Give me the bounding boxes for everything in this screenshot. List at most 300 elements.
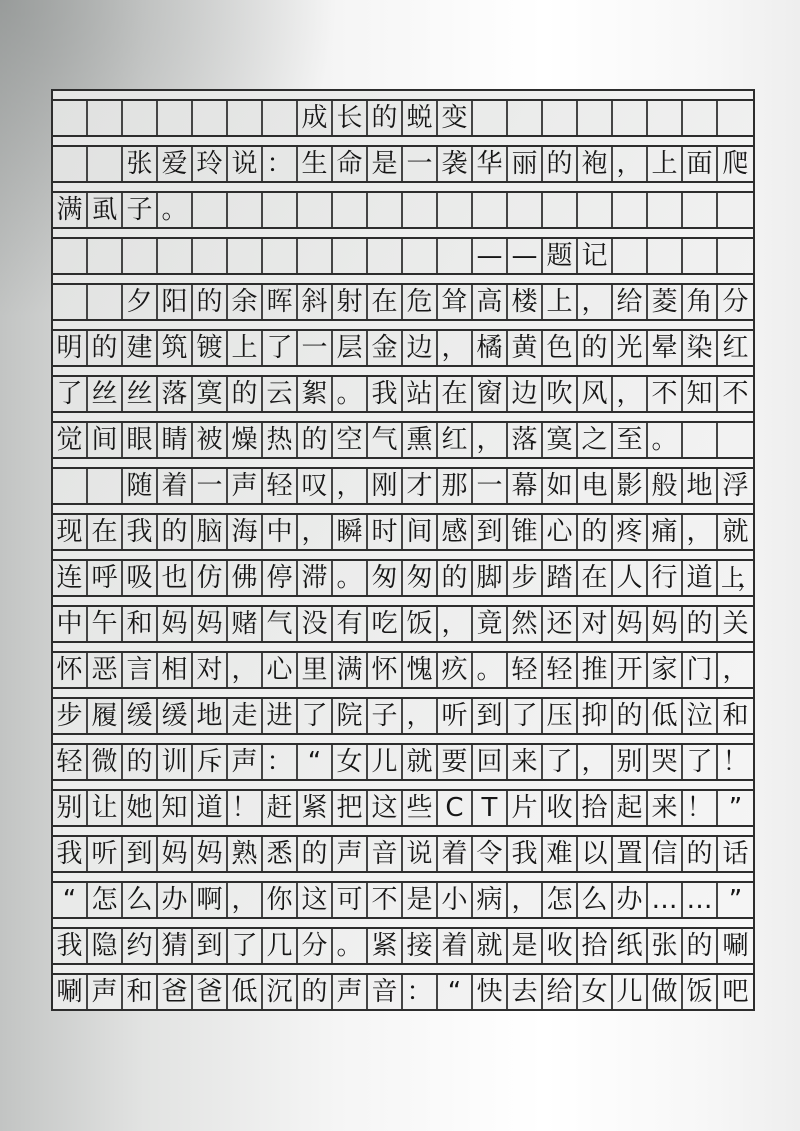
grid-cell: 。 [648,423,683,457]
grid-cell: 的 [228,377,263,411]
grid-cell: … [683,883,718,917]
grid-cell: 瞬 [333,515,368,549]
grid-cell: 人 [613,561,648,595]
grid-cell: 蜕 [403,101,438,135]
grid-cell: ， [438,331,473,365]
grid-cell-row [53,929,753,963]
grid-cell: 电 [578,469,613,503]
grid-cell: 接 [403,929,438,963]
grid-cell: 匆 [368,561,403,595]
grid-cell [53,469,88,503]
grid-cell: ， [508,883,543,917]
grid-cell: 小 [438,883,473,917]
grid-cell: 竟 [473,607,508,641]
row-spacer-strip [53,871,753,883]
row-spacer-strip [53,457,753,469]
grid-cell: 着 [158,469,193,503]
grid-cell: 一 [298,331,333,365]
grid-cell: 地 [683,469,718,503]
grid-cell: 了 [298,699,333,733]
grid-cell: 色 [543,331,578,365]
grid-cell: 仿 [193,561,228,595]
grid-row [53,549,753,595]
grid-cell: 也 [158,561,193,595]
grid-cell: 叹 [298,469,333,503]
grid-cell [193,101,228,135]
grid-cell: 间 [403,515,438,549]
grid-cell: 道 [683,561,718,595]
grid-cell: 余 [228,285,263,319]
grid-row [53,365,753,411]
grid-cell: 角 [683,285,718,319]
grid-cell: 夕 [123,285,158,319]
grid-cell: 落 [158,377,193,411]
grid-cell [88,469,123,503]
grid-cell: 张 [123,147,158,181]
grid-cell: 丝 [123,377,158,411]
grid-cell: 般 [648,469,683,503]
grid-cell: 让 [88,791,123,825]
grid-cell: 相 [158,653,193,687]
grid-cell: 地 [193,699,228,733]
grid-cell: 了 [228,929,263,963]
grid-cell: 妈 [193,607,228,641]
grid-cell: 感 [438,515,473,549]
grid-cell: 吸 [123,561,158,595]
grid-cell: 分 [722,287,749,317]
grid-cell: 这 [368,791,403,825]
grid-cell: 现 [53,515,88,549]
grid-cell: 这 [298,883,333,917]
grid-cell: 睛 [158,423,193,457]
grid-cell: 饭 [403,607,438,641]
grid-cell: 耸 [438,285,473,319]
grid-cell: 履 [88,699,123,733]
grid-cell: 你 [263,883,298,917]
grid-cell: 的 [683,607,718,641]
grid-cell [123,239,158,273]
grid-cell: 到 [473,515,508,549]
grid-cell: ， [578,285,613,319]
row-spacer-strip [53,91,753,101]
grid-cell: 么 [578,883,613,917]
grid-cell: 楼 [508,285,543,319]
grid-cell: 子 [368,699,403,733]
grid-cell-row [53,515,753,549]
grid-cell: 随 [123,469,158,503]
grid-cell [158,239,193,273]
grid-row [53,503,753,549]
grid-cell: 唰 [53,975,88,1009]
grid-cell: 空 [333,423,368,457]
grid-cell: 气 [368,423,403,457]
grid-cell: 层 [333,331,368,365]
row-spacer-strip [53,963,753,975]
grid-cell: 明 [53,331,88,365]
grid-cell: ！ [683,791,718,825]
grid-cell: — [508,239,543,273]
grid-cell: 压 [543,699,578,733]
grid-cell: 有 [333,607,368,641]
grid-cell: “ [438,975,473,1009]
grid-cell: 轻 [543,653,578,687]
grid-cell: ， [228,883,263,917]
composition-grid-paper [51,89,755,1011]
grid-row [53,641,753,687]
grid-row [53,825,753,871]
grid-cell: 危 [403,285,438,319]
row-spacer-strip [53,503,753,515]
grid-cell: 以 [578,837,613,871]
grid-cell: 言 [123,653,158,687]
grid-cell: 眼 [123,423,158,457]
grid-cell: 脑 [193,515,228,549]
row-spacer-strip [53,365,753,377]
grid-cell [298,239,333,273]
grid-cell [648,239,683,273]
grid-cell: 抑 [578,699,613,733]
grid-cell: 爸 [193,975,228,1009]
grid-cell: 信 [648,837,683,871]
grid-cell: 妈 [613,607,648,641]
grid-cell [718,239,753,273]
grid-cell-row [53,883,753,917]
grid-cell: 轻 [508,653,543,687]
grid-cell: 悉 [263,837,298,871]
grid-cell: 行 [648,561,683,595]
grid-cell: 满 [333,653,368,687]
grid-cell: 沉 [263,975,298,1009]
grid-cell: 不 [368,883,403,917]
grid-cell-row [53,331,753,365]
grid-cell: 隐 [88,929,123,963]
grid-cell: 分 [298,929,333,963]
grid-cell: ， [333,469,368,503]
grid-cell-row [53,791,753,825]
grid-cell: 橘 [473,331,508,365]
grid-cell: ， [228,653,263,687]
grid-cell: C [438,791,473,825]
grid-cell: 晕 [648,331,683,365]
grid-cell: 命 [333,147,368,181]
grid-row [53,411,753,457]
grid-cell [368,239,403,273]
grid-cell: 就 [473,929,508,963]
grid-cell: 的 [578,515,613,549]
grid-row [53,319,753,365]
grid-cell: 了 [508,699,543,733]
grid-cell: 射 [333,285,368,319]
grid-cell: 袍 [578,147,613,181]
grid-cell: 成 [298,101,333,135]
grid-cell: 令 [473,837,508,871]
grid-cell: ！ [228,791,263,825]
grid-cell: 如 [543,469,578,503]
grid-cell: 满 [53,193,88,227]
grid-cell: 快 [473,975,508,1009]
grid-cell [508,101,543,135]
grid-cell [403,193,438,227]
grid-cell: 玲 [193,147,228,181]
grid-cell: ， [403,699,438,733]
grid-cell: 那 [438,469,473,503]
grid-cell: 丝 [88,377,123,411]
grid-cell [438,239,473,273]
row-spacer-strip [53,641,753,653]
grid-cell: 恶 [88,653,123,687]
grid-row [53,733,753,779]
grid-cell: 疚 [438,653,473,687]
grid-cell: 话 [722,839,749,869]
grid-cell: 热 [263,423,298,457]
row-spacer-strip [53,319,753,331]
grid-row [53,595,753,641]
grid-cell: 关 [722,609,749,639]
grid-cell: 去 [508,975,543,1009]
grid-cell-row [53,653,753,687]
grid-cell: 猜 [158,929,193,963]
grid-cell-row [53,745,753,779]
grid-cell: ， [438,607,473,641]
grid-cell: 轻 [263,469,298,503]
grid-cell: 。 [333,561,368,595]
grid-cell: 约 [123,929,158,963]
grid-cell: 些 [403,791,438,825]
grid-cell: 要 [438,745,473,779]
grid-cell: 给 [543,975,578,1009]
grid-cell: 进 [263,699,298,733]
grid-cell [473,101,508,135]
grid-cell: ， [613,147,648,181]
row-spacer-strip [53,227,753,239]
grid-cell: 来 [508,745,543,779]
grid-cell [403,239,438,273]
grid-cell [53,239,88,273]
grid-cell: 纸 [613,929,648,963]
grid-cell-row [53,423,753,457]
grid-cell: 步 [508,561,543,595]
row-spacer-strip [53,411,753,423]
grid-cell: 微 [88,745,123,779]
grid-cell: 佛 [228,561,263,595]
grid-cell: 然 [508,607,543,641]
grid-cell: 至 [613,423,648,457]
grid-cell-row [53,193,753,227]
grid-cell [263,101,298,135]
grid-row [53,227,753,273]
grid-cell: 音 [368,837,403,871]
grid-cell: ， [473,423,508,457]
grid-cell: 爬 [722,149,749,179]
grid-cell: 建 [123,331,158,365]
grid-cell: 不 [722,379,749,409]
grid-cell: 上， [721,564,754,592]
grid-cell: … [648,883,683,917]
grid-row [53,135,753,181]
grid-cell: “ [298,745,333,779]
row-spacer-strip [53,779,753,791]
grid-cell: 之 [578,423,613,457]
grid-cell: 和 [123,607,158,641]
grid-cell: — [473,239,508,273]
grid-cell: T [473,791,508,825]
grid-cell: 儿 [368,745,403,779]
grid-cell: 上 [543,285,578,319]
grid-cell: 呼 [88,561,123,595]
grid-cell: 做 [648,975,683,1009]
grid-cell: 听 [438,699,473,733]
grid-cell: 道 [193,791,228,825]
grid-cell: 知 [158,791,193,825]
grid-cell: 别 [53,791,88,825]
grid-cell: 妈 [158,607,193,641]
grid-cell: 变 [438,101,473,135]
grid-cell: 子 [123,193,158,227]
grid-cell: 。 [333,377,368,411]
grid-cell: 了 [683,745,718,779]
grid-cell: 面 [683,147,718,181]
grid-cell: ， [578,745,613,779]
grid-cell: 一 [193,469,228,503]
grid-cell: 怎 [88,883,123,917]
grid-cell: 袭 [438,147,473,181]
grid-cell: 着 [438,837,473,871]
grid-cell: “ [53,883,88,917]
grid-cell: 哭 [648,745,683,779]
grid-cell: 我 [508,837,543,871]
grid-cell: 训 [158,745,193,779]
grid-cell: 爱 [158,147,193,181]
grid-cell: 难 [543,837,578,871]
grid-cell: 絮 [298,377,333,411]
grid-cell: 声 [88,975,123,1009]
grid-cell: 来 [648,791,683,825]
grid-cell [613,193,648,227]
grid-cell [298,193,333,227]
grid-cell: 刚 [368,469,403,503]
grid-cell: ， [298,515,333,549]
grid-cell: 的 [683,929,718,963]
grid-cell: 浮 [722,471,749,501]
grid-cell: 斜 [298,285,333,319]
grid-cell [648,101,683,135]
row-spacer-strip [53,595,753,607]
grid-cell: 别 [613,745,648,779]
grid-cell: 了 [263,331,298,365]
grid-cell: 儿 [613,975,648,1009]
grid-cell: 紧 [368,929,403,963]
grid-cell: 起 [613,791,648,825]
grid-cell: 时 [368,515,403,549]
grid-cell: 到 [123,837,158,871]
grid-cell: 了 [53,377,88,411]
grid-cell: 。 [473,653,508,687]
grid-cell: 妈 [648,607,683,641]
grid-cell: 对 [193,653,228,687]
grid-cell: 张 [648,929,683,963]
grid-cell: 么 [123,883,158,917]
grid-cell [53,285,88,319]
grid-cell: 吃 [368,607,403,641]
grid-cell-row [53,975,753,1009]
grid-cell-row [53,285,753,319]
grid-cell: 饭 [683,975,718,1009]
grid-cell: 寞 [193,377,228,411]
grid-cell [368,193,403,227]
grid-cell: 泣 [683,699,718,733]
grid-cell [578,101,613,135]
grid-cell: 收 [543,791,578,825]
grid-cell: 紧 [298,791,333,825]
grid-cell: 生 [298,147,333,181]
grid-cell: 赶 [263,791,298,825]
grid-cell: 被 [193,423,228,457]
grid-cell: 声 [228,745,263,779]
grid-cell: 筑 [158,331,193,365]
grid-cell [613,101,648,135]
grid-cell [543,193,578,227]
grid-cell [88,147,123,181]
grid-cell: 高 [473,285,508,319]
grid-cell: 的 [298,837,333,871]
grid-cell: 站 [403,377,438,411]
grid-cell: 啊 [193,883,228,917]
row-spacer-strip [53,733,753,745]
grid-cell: 幕 [508,469,543,503]
grid-cell: 爸 [158,975,193,1009]
grid-cell: 窗 [473,377,508,411]
grid-cell: 匆 [403,561,438,595]
grid-cell: 门 [683,653,718,687]
grid-cell [158,101,193,135]
grid-cell: 低 [228,975,263,1009]
grid-cell: 阳 [158,285,193,319]
grid-row [53,91,753,135]
grid-cell: 心 [263,653,298,687]
grid-cell: 。 [333,929,368,963]
grid-cell: 的 [683,837,718,871]
grid-cell: 踏 [543,561,578,595]
grid-cell: 红 [722,333,749,363]
grid-cell: 女 [578,975,613,1009]
grid-cell [438,193,473,227]
grid-cell [333,193,368,227]
grid-cell: 是 [508,929,543,963]
grid-cell [473,193,508,227]
grid-cell: 熟 [228,837,263,871]
row-spacer-strip [53,181,753,193]
grid-cell: 上 [648,147,683,181]
grid-cell: ： [263,745,298,779]
grid-cell: 家 [648,653,683,687]
row-spacer-strip [53,135,753,147]
grid-cell [193,239,228,273]
grid-cell: ， [722,655,749,685]
grid-cell: 寞 [543,423,578,457]
grid-cell [228,101,263,135]
grid-cell [718,423,753,457]
grid-cell [718,101,753,135]
grid-cell: 的 [613,699,648,733]
row-spacer-strip [53,273,753,285]
row-spacer-strip [53,825,753,837]
grid-cell: 怀 [368,653,403,687]
grid-cell: 。 [158,193,193,227]
grid-cell: 吧 [722,977,749,1007]
grid-cell [333,239,368,273]
grid-cell: 说 [403,837,438,871]
grid-cell: 步 [53,699,88,733]
